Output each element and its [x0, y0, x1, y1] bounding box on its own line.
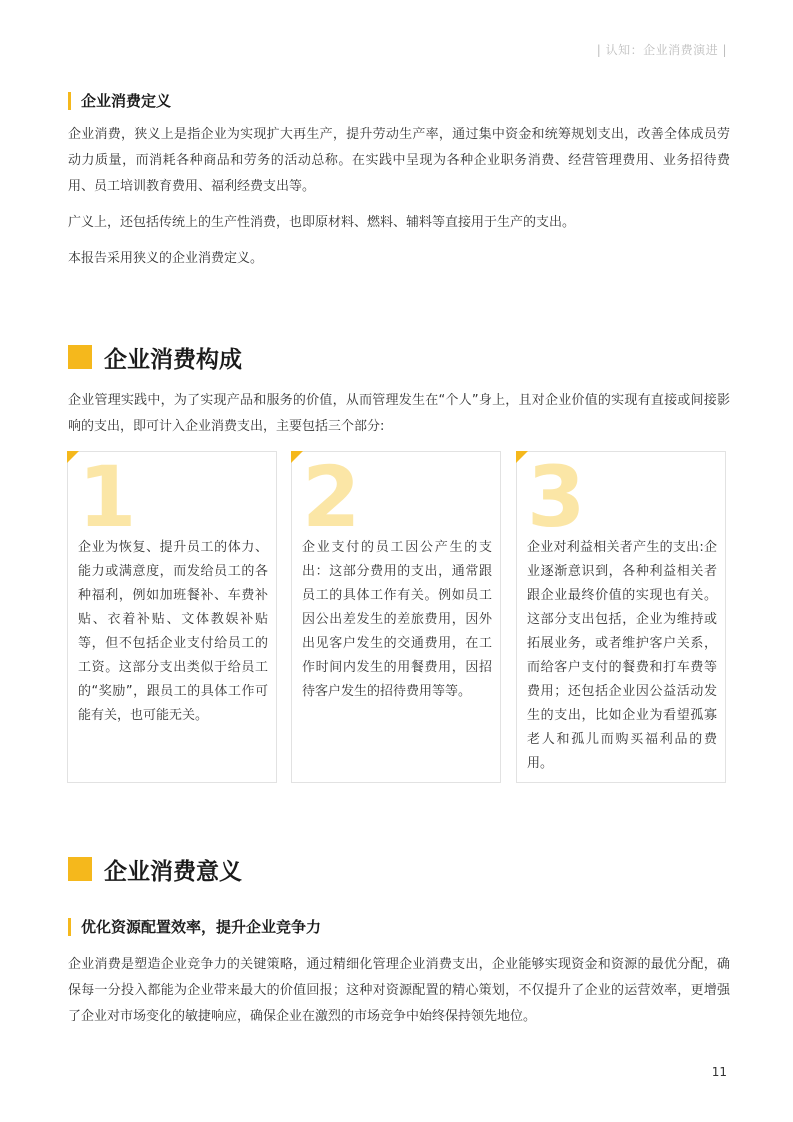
card-number: 1 — [78, 448, 137, 546]
definition-paragraph-2: 广义上，还包括传统上的生产性消费，也即原材料、燃料、辅料等直接用于生产的支出。 — [68, 215, 576, 230]
definition-paragraph-1: 企业消费，狭义上是指企业为实现扩大再生产，提升劳动生产率，通过集中资金和统筹规划支出，改善全体成员劳动力质量，而消耗各种商品和劳务的活动总称。在实践中呈现为各种企业职务消费、经营管理费用、业务招待费用、员工培训教育费用、福利经费支出等。 — [68, 127, 730, 194]
significance-section-title — [68, 855, 242, 883]
card-text: 企业为恢复、提升员工的体力、能力或满意度，而发给员工的各种福利，例如加班餐补、车费补贴、衣着补贴、文体教娱补贴等，但不包括企业支付给员工的工资。这部分支出类似于给员工的“奖励”，跟员工的具体工作可能有关，也可能无关。 — [78, 540, 268, 723]
significance-paragraph: 企业消费是塑造企业竞争力的关键策略，通过精细化管理企业消费支出，企业能够实现资金和资源的最优分配，确保每一分投入都能为企业带来最大的价值回报；这种对资源配置的精心策划，不仅提升了企业的运营效率，更增强了企业对市场变化的敏捷响应，确保企业在激烈的市场竞争中始终保持领先地位。 — [68, 957, 730, 1024]
card-number: 3 — [527, 448, 586, 546]
significance-title-text: 企业消费意义 — [104, 858, 242, 885]
composition-title-text: 企业消费构成 — [104, 346, 242, 373]
definition-paragraph-3: 本报告采用狭义的企业消费定义。 — [68, 251, 264, 266]
card-text: 企业对利益相关者产生的支出:企业逐渐意识到，各种利益相关者跟企业最终价值的实现也有关。这部分支出包括，企业为维持或拓展业务，或者维护客户关系，而给客户支付的餐费和打车费等费用；还包括企业因公益活动发生的支出，比如企业为看望孤寡老人和孤儿而购买福利品的费用。 — [527, 540, 717, 771]
composition-intro: 企业管理实践中，为了实现产品和服务的价值，从而管理发生在“个人”身上，且对企业价值的实现有直接或间接影响的支出，即可计入企业消费支出，主要包括三个部分: — [68, 393, 730, 434]
section-marker-square — [68, 857, 92, 881]
definition-heading: 企业消费定义 — [68, 92, 171, 110]
composition-section-title — [68, 343, 242, 371]
card-number: 2 — [302, 448, 361, 546]
significance-subheading: 优化资源配置效率，提升企业竞争力 — [68, 918, 321, 936]
composition-card-2 — [291, 448, 501, 783]
card-text: 企业支付的员工因公产生的支出：这部分费用的支出，通常跟员工的具体工作有关。例如员工因公出差发生的差旅费用，因外出见客户发生的交通费用，在工作时间内发生的用餐费用，因招待客户发生的招待费用等等。 — [302, 540, 492, 699]
running-header: | 认知：企业消费演进 | — [596, 43, 727, 57]
section-marker-square — [68, 345, 92, 369]
composition-card-1 — [67, 448, 277, 783]
page-number: 11 — [711, 1065, 727, 1079]
composition-card-3 — [516, 448, 726, 783]
